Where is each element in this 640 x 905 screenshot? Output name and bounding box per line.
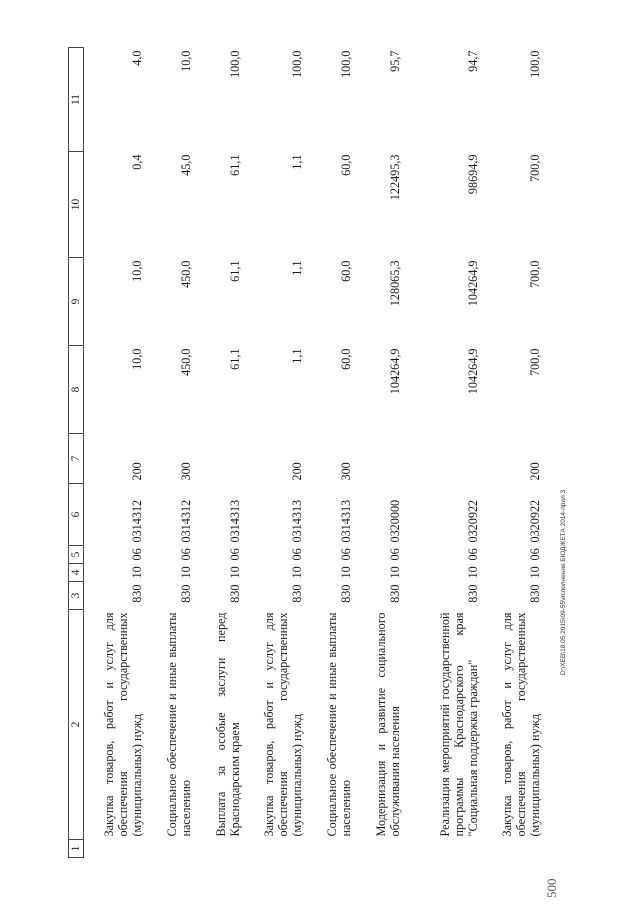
row-code-ved: 830 bbox=[290, 584, 304, 603]
table-row bbox=[195, 48, 244, 858]
row-value-9: 450,0 bbox=[179, 260, 193, 288]
row-code-podrazdel: 06 bbox=[228, 548, 242, 561]
row-value-9: 60,0 bbox=[339, 260, 353, 282]
row-name: Модернизация и развитие социального обслуживания населения bbox=[374, 612, 402, 837]
row-code-csr: 0320000 bbox=[388, 499, 402, 543]
row-code-ved: 830 bbox=[466, 584, 480, 603]
row-code-razdel: 10 bbox=[388, 566, 402, 579]
rotated-content bbox=[68, 48, 580, 858]
row-code-razdel: 10 bbox=[130, 566, 144, 579]
row-value-8: 60,0 bbox=[339, 348, 353, 370]
row-name: Закупка товаров, работ и услуг для обеспечения государственных (муниципальных) нужд bbox=[262, 612, 304, 837]
row-code-ved: 830 bbox=[388, 584, 402, 603]
row-value-9: 10,0 bbox=[130, 260, 144, 282]
row-code-podrazdel: 06 bbox=[339, 548, 353, 561]
row-code-razdel: 10 bbox=[528, 566, 542, 579]
row-code-podrazdel: 06 bbox=[290, 548, 304, 561]
row-code-ved: 830 bbox=[130, 584, 144, 603]
row-code-csr: 0314313 bbox=[339, 499, 353, 543]
row-value-11: 4,0 bbox=[130, 50, 144, 66]
row-code-vr bbox=[355, 434, 404, 484]
row-code-csr: 0314312 bbox=[179, 499, 193, 543]
rotated-page bbox=[68, 48, 580, 858]
col-header: 8 bbox=[69, 346, 84, 434]
row-value-8: 700,0 bbox=[528, 348, 542, 376]
col-header: 3 bbox=[69, 582, 84, 610]
row-code-vr: 200 bbox=[290, 462, 304, 481]
row-value-11: 100,0 bbox=[290, 50, 304, 78]
budget-table bbox=[68, 47, 544, 858]
row-code-csr: 0320922 bbox=[528, 499, 542, 543]
row-value-10: 61,1 bbox=[228, 154, 242, 176]
col-header: 10 bbox=[69, 152, 84, 258]
row-value-9: 104264,9 bbox=[466, 260, 480, 307]
table-row bbox=[482, 48, 544, 858]
row-code-razdel: 10 bbox=[228, 566, 242, 579]
header-row bbox=[69, 48, 84, 858]
col-header: 9 bbox=[69, 258, 84, 346]
row-code-csr: 0314313 bbox=[228, 499, 242, 543]
row-code-podrazdel: 06 bbox=[466, 548, 480, 561]
table-row bbox=[404, 48, 482, 858]
row-code-razdel: 10 bbox=[179, 566, 193, 579]
row-value-10: 122495,3 bbox=[388, 154, 402, 201]
row-value-9: 700,0 bbox=[528, 260, 542, 288]
row-value-8: 104264,9 bbox=[388, 348, 402, 395]
row-cell-empty bbox=[195, 840, 244, 858]
file-path-footer bbox=[560, 235, 574, 675]
row-code-vr: 200 bbox=[528, 462, 542, 481]
table-row bbox=[146, 48, 195, 858]
row-code-csr: 0320922 bbox=[466, 499, 480, 543]
row-code-vr bbox=[404, 434, 482, 484]
row-name: Социальное обеспечение и иные выплаты населению bbox=[165, 612, 193, 837]
table-row bbox=[306, 48, 355, 858]
row-code-razdel: 10 bbox=[466, 566, 480, 579]
row-code-ved: 830 bbox=[339, 584, 353, 603]
row-cell-empty bbox=[482, 840, 544, 858]
row-value-10: 1,1 bbox=[290, 154, 304, 170]
row-value-10: 45,0 bbox=[179, 154, 193, 176]
row-code-vr: 300 bbox=[339, 462, 353, 481]
row-code-podrazdel: 06 bbox=[388, 548, 402, 561]
row-value-11: 94,7 bbox=[466, 50, 480, 72]
row-code-razdel: 10 bbox=[290, 566, 304, 579]
table-row bbox=[84, 48, 147, 858]
row-code-ved: 830 bbox=[528, 584, 542, 603]
col-header: 6 bbox=[69, 484, 84, 546]
row-value-8: 61,1 bbox=[228, 348, 242, 370]
file-path-text: D:\XEB\18.05.2015\09-55\исполнение БЮДЖЕТА 2014-прил 3 bbox=[560, 489, 567, 675]
row-value-11: 95,7 bbox=[388, 50, 402, 72]
row-value-9: 1,1 bbox=[290, 260, 304, 276]
row-value-10: 60,0 bbox=[339, 154, 353, 176]
col-header: 1 bbox=[69, 840, 84, 858]
row-code-podrazdel: 06 bbox=[130, 548, 144, 561]
row-cell-empty bbox=[355, 840, 404, 858]
row-code-vr: 200 bbox=[130, 462, 144, 481]
col-header: 2 bbox=[69, 610, 84, 840]
row-code-razdel: 10 bbox=[339, 566, 353, 579]
row-value-9: 61,1 bbox=[228, 260, 242, 282]
row-name: Реализация мероприятий государственной программы Краснодарского края "Социальная поддержка граждан" bbox=[438, 612, 480, 837]
row-code-csr: 0314312 bbox=[130, 499, 144, 543]
row-code-podrazdel: 06 bbox=[528, 548, 542, 561]
col-header: 4 bbox=[69, 564, 84, 582]
row-code-ved: 830 bbox=[228, 584, 242, 603]
row-cell-empty bbox=[244, 840, 306, 858]
row-value-11: 100,0 bbox=[228, 50, 242, 78]
row-name: Закупка товаров, работ и услуг для обеспечения государственных (муниципальных) нужд bbox=[102, 612, 144, 837]
page-number-text: 500 bbox=[544, 878, 559, 898]
page-number bbox=[544, 868, 564, 904]
row-cell-empty bbox=[146, 840, 195, 858]
row-code-ved: 830 bbox=[179, 584, 193, 603]
row-value-11: 100,0 bbox=[528, 50, 542, 78]
row-code-csr: 0314313 bbox=[290, 499, 304, 543]
row-value-8: 1,1 bbox=[290, 348, 304, 364]
row-cell-empty bbox=[84, 840, 147, 858]
row-value-10: 700,0 bbox=[528, 154, 542, 182]
row-name: Закупка товаров, работ и услуг для обеспечения государственных (муниципальных) нужд bbox=[500, 612, 542, 837]
row-name: Выплата за особые заслуги перед Краснодарским краем bbox=[214, 612, 242, 837]
row-value-8: 104264,9 bbox=[466, 348, 480, 395]
row-cell-empty bbox=[404, 840, 482, 858]
row-code-podrazdel: 06 bbox=[179, 548, 193, 561]
row-cell-empty bbox=[306, 840, 355, 858]
row-code-vr bbox=[195, 434, 244, 484]
row-value-11: 10,0 bbox=[179, 50, 193, 72]
col-header: 5 bbox=[69, 546, 84, 564]
table-row bbox=[355, 48, 404, 858]
table-row bbox=[244, 48, 306, 858]
row-code-vr: 300 bbox=[179, 462, 193, 481]
row-value-11: 100,0 bbox=[339, 50, 353, 78]
col-header: 7 bbox=[69, 434, 84, 484]
row-value-10: 98694,9 bbox=[466, 154, 480, 195]
row-value-8: 450,0 bbox=[179, 348, 193, 376]
row-name: Социальное обеспечение и иные выплаты населению bbox=[325, 612, 353, 837]
row-value-10: 0,4 bbox=[130, 154, 144, 170]
row-value-8: 10,0 bbox=[130, 348, 144, 370]
row-value-9: 128065,3 bbox=[388, 260, 402, 307]
col-header: 11 bbox=[69, 48, 84, 152]
